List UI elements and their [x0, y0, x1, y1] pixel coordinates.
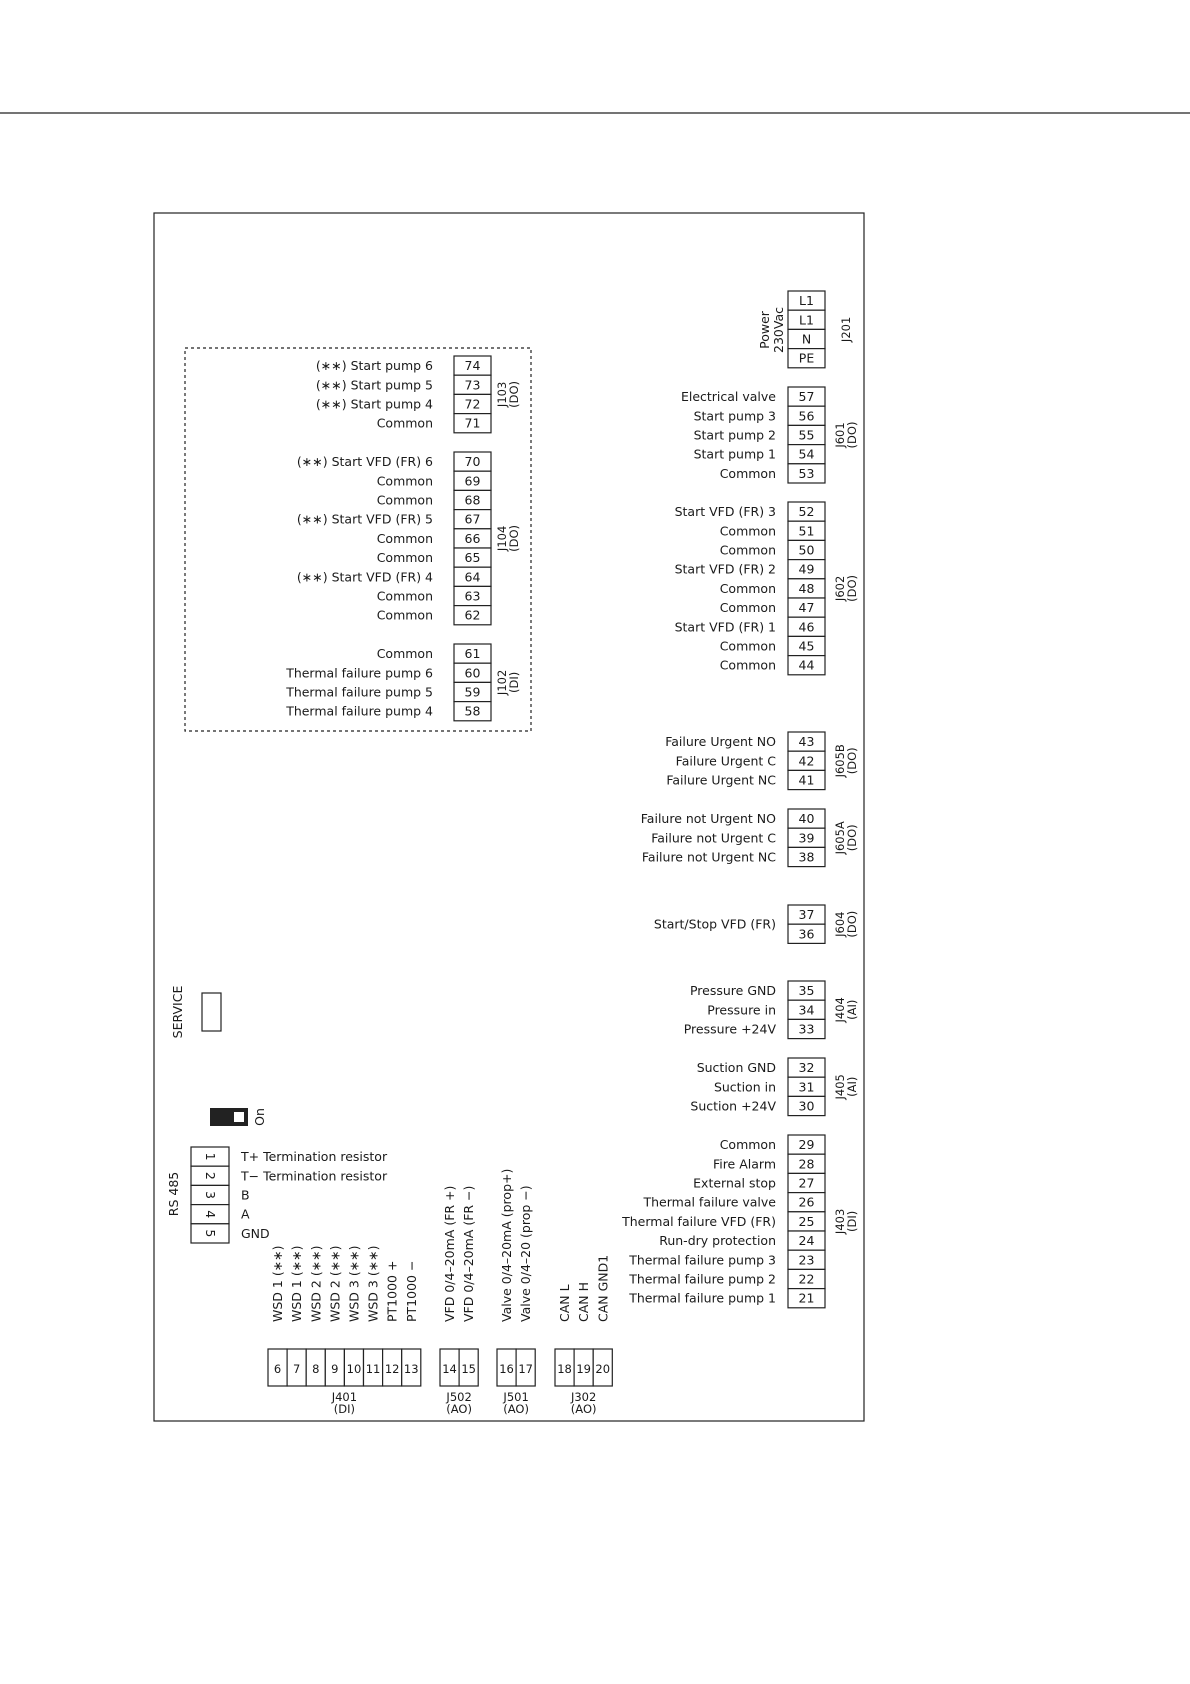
terminal-number: 66	[464, 530, 481, 546]
terminal-number: 70	[464, 454, 481, 470]
terminal-label: Start VFD (FR) 3	[674, 504, 776, 520]
terminal-number: 54	[798, 446, 815, 462]
terminal-label: (∗∗) Start pump 5	[315, 377, 433, 393]
terminal-label: Common	[376, 492, 433, 508]
terminal-label: CAN H	[576, 1281, 592, 1322]
terminal-label: Run-dry protection	[659, 1233, 776, 1249]
terminal-number: 59	[464, 684, 481, 700]
terminal-label: Thermal failure pump 3	[629, 1252, 776, 1268]
connector-id	[833, 1209, 859, 1235]
terminal-number: 61	[464, 646, 481, 662]
connector-name: J602	[833, 575, 847, 602]
connector-type: (DO)	[845, 421, 859, 449]
connector-name: J605B	[833, 744, 847, 778]
connector-name: J401	[331, 1390, 358, 1404]
right-j201	[788, 291, 853, 368]
terminal-number: 9	[331, 1362, 339, 1376]
connector-id	[833, 744, 859, 778]
terminal-label: Pressure in	[707, 1002, 776, 1018]
terminal-number: 16	[499, 1362, 514, 1376]
rs485-pin-number: 3	[203, 1191, 218, 1199]
terminal-label: Valve 0/4–20 (prop −)	[518, 1185, 534, 1322]
connector-type: (DO)	[845, 910, 859, 938]
terminal-number: 26	[798, 1194, 815, 1210]
connector-id	[833, 997, 859, 1023]
terminal-label: Thermal failure pump 6	[286, 665, 433, 681]
connector-type: (DO)	[845, 574, 859, 602]
right-j605b	[665, 732, 859, 790]
connector-name: J302	[570, 1390, 597, 1404]
connector-name: J104	[495, 525, 509, 552]
terminal-number: 67	[464, 511, 481, 527]
left-j102	[285, 644, 521, 721]
right-j405	[690, 1058, 859, 1116]
connector-type: (AO)	[503, 1402, 529, 1416]
terminal-number: 51	[798, 523, 815, 539]
power-label	[757, 307, 786, 353]
service-button[interactable]	[202, 993, 221, 1031]
right-terminal-area	[621, 291, 859, 1308]
terminal-number: 22	[798, 1271, 815, 1287]
power-voltage-text: 230Vac	[771, 307, 786, 353]
rs485-pin-label: T+ Termination resistor	[241, 1149, 388, 1165]
terminal-label: (∗∗) Start pump 4	[315, 396, 433, 412]
rs485-pin-number: 2	[203, 1171, 218, 1180]
terminal-label: Failure Urgent C	[675, 753, 776, 769]
terminal-number: 14	[442, 1362, 457, 1376]
terminal-label: Common	[719, 638, 776, 654]
connector-id	[833, 575, 859, 602]
terminal-label: Common	[719, 600, 776, 616]
connector-name: J403	[833, 1208, 847, 1235]
terminal-label: Common	[376, 607, 433, 623]
terminal-number: 50	[798, 542, 815, 558]
rs485-pin-label: GND	[241, 1225, 270, 1241]
dip-switch-label: On	[252, 1108, 267, 1126]
bottom-j502	[440, 1186, 478, 1416]
connector-type: (AI)	[845, 1076, 859, 1097]
terminal-number: 60	[464, 665, 481, 681]
terminal-label: External stop	[693, 1175, 776, 1191]
connector-type: (DI)	[333, 1402, 356, 1416]
terminal-label: Common	[376, 550, 433, 566]
terminal-number: 6	[273, 1362, 282, 1376]
terminal-number: 7	[292, 1362, 301, 1376]
terminal-label: Failure Urgent NO	[665, 734, 776, 750]
terminal-number: 42	[798, 753, 815, 769]
terminal-label: Thermal failure pump 5	[286, 684, 433, 700]
service-label: SERVICE	[170, 985, 185, 1039]
rs485-pin-number: 1	[203, 1152, 218, 1161]
connector-id	[495, 381, 521, 408]
connector-name: J201	[839, 316, 853, 343]
terminal-number: 69	[464, 473, 481, 489]
terminal-label: Valve 0/4–20mA (prop+)	[499, 1168, 515, 1322]
terminal-label: Fire Alarm	[712, 1156, 776, 1172]
connector-id	[833, 911, 859, 938]
rs485-pin-label: T− Termination resistor	[241, 1168, 388, 1184]
terminal-label: Common	[719, 523, 776, 539]
terminal-number: 73	[464, 377, 481, 393]
rs485-pin-label: B	[241, 1187, 250, 1203]
connector-id	[833, 422, 859, 449]
terminal-label: Thermal failure pump 1	[629, 1290, 776, 1306]
connector-id	[833, 821, 859, 855]
terminal-label: WSD 2 (∗∗)	[327, 1245, 343, 1322]
terminal-label: Common	[376, 530, 433, 546]
terminal-number: 72	[464, 396, 481, 412]
terminal-label: Suction GND	[696, 1060, 776, 1076]
connector-name: J502	[446, 1390, 472, 1404]
terminal-label: WSD 1 (∗∗)	[270, 1245, 286, 1322]
terminal-number: 33	[798, 1021, 815, 1037]
left-terminal-area	[285, 356, 521, 721]
terminal-number: 56	[798, 408, 815, 424]
bottom-j501	[497, 1169, 535, 1416]
terminal-number: 41	[798, 772, 815, 788]
connector-name: J405	[833, 1074, 847, 1100]
bottom-j302	[555, 1255, 612, 1416]
terminal-number: 36	[798, 926, 815, 942]
connector-id	[839, 317, 853, 343]
terminal-label: Thermal failure VFD (FR)	[622, 1213, 776, 1229]
connector-name: J604	[833, 911, 847, 937]
terminal-number: 25	[798, 1213, 815, 1229]
terminal-label: WSD 2 (∗∗)	[308, 1245, 324, 1322]
terminal-number: 44	[798, 657, 815, 673]
terminal-number: 58	[464, 703, 481, 719]
rs485-label: RS 485	[166, 1171, 181, 1217]
group-label: Start/Stop VFD (FR)	[653, 916, 776, 932]
terminal-number: 46	[798, 619, 815, 635]
terminal-number: 23	[798, 1252, 815, 1268]
connector-name: J404	[833, 997, 847, 1023]
terminal-number: 30	[798, 1098, 815, 1114]
terminal-label: Common	[719, 542, 776, 558]
terminal-label: (∗∗) Start VFD (FR) 6	[296, 454, 433, 470]
connector-name: J605A	[833, 821, 847, 855]
terminal-label: Start VFD (FR) 1	[674, 619, 776, 635]
terminal-label: Common	[719, 580, 776, 596]
terminal-number: 52	[798, 504, 815, 520]
terminal-label: Suction in	[713, 1079, 776, 1095]
terminal-label: WSD 3 (∗∗)	[346, 1245, 362, 1322]
terminal-label: Common	[719, 465, 776, 481]
terminal-number: 35	[798, 983, 815, 999]
rs485-pin-number: 5	[203, 1229, 218, 1238]
power-label-text: Power	[757, 311, 772, 349]
terminal-number: 8	[312, 1362, 320, 1376]
terminal-label: Start pump 2	[693, 427, 776, 443]
terminal-number: 27	[798, 1175, 815, 1191]
terminal-number: 62	[464, 607, 481, 623]
terminal-number: 55	[798, 427, 815, 443]
terminal-label: Common	[719, 657, 776, 673]
terminal-number: 63	[464, 588, 481, 604]
terminal-number: 20	[595, 1362, 611, 1376]
terminal-number: 18	[557, 1362, 572, 1376]
bottom-j401	[268, 1245, 421, 1416]
terminal-number: 45	[798, 638, 815, 654]
terminal-number: 13	[403, 1362, 419, 1376]
right-j605a	[641, 809, 859, 867]
connector-type: (AO)	[446, 1402, 472, 1416]
terminal-number: 48	[798, 580, 815, 596]
terminal-number: L1	[799, 293, 814, 309]
connector-name: J102	[495, 669, 509, 696]
terminal-number: 24	[798, 1233, 815, 1249]
connector-type: (DI)	[507, 671, 521, 694]
terminal-number: 64	[464, 569, 481, 585]
connector-id	[495, 670, 521, 696]
bottom-terminal-area	[268, 1169, 612, 1416]
terminal-label: PT1000 −	[403, 1260, 419, 1322]
terminal-label: VFD 0/4–20mA (FR +)	[442, 1185, 458, 1322]
right-j404	[684, 981, 859, 1039]
terminal-number: 37	[798, 907, 815, 923]
terminal-label: PT1000 +	[384, 1260, 400, 1322]
terminal-number: 21	[798, 1290, 815, 1306]
terminal-number: 43	[798, 734, 815, 750]
terminal-number: 17	[518, 1362, 533, 1376]
connector-type: (DO)	[845, 747, 859, 775]
terminal-label: WSD 1 (∗∗)	[289, 1245, 305, 1322]
terminal-label: CAN GND1	[595, 1254, 611, 1322]
terminal-label: Thermal failure pump 2	[629, 1271, 776, 1287]
terminal-number: 39	[798, 830, 815, 846]
terminal-label: (∗∗) Start pump 6	[315, 358, 433, 374]
terminal-number: L1	[799, 312, 814, 328]
terminal-label: Common	[376, 473, 433, 489]
connector-name: J601	[833, 422, 847, 448]
rs485-pin-number: 4	[203, 1210, 218, 1219]
terminal-number: 12	[384, 1362, 400, 1376]
terminal-label: Common	[719, 1137, 776, 1153]
terminal-number: 10	[346, 1362, 362, 1376]
terminal-label: Failure not Urgent NO	[640, 811, 776, 827]
terminal-label: Common	[376, 588, 433, 604]
terminal-label: Thermal failure pump 4	[286, 703, 433, 719]
connector-name: J103	[495, 381, 509, 408]
terminal-label: Pressure GND	[689, 983, 776, 999]
terminal-label: Failure not Urgent NC	[641, 849, 776, 865]
terminal-number: PE	[798, 350, 815, 366]
terminal-label: Start VFD (FR) 2	[674, 561, 776, 577]
connector-type: (AI)	[845, 999, 859, 1020]
connector-type: (DI)	[845, 1210, 859, 1233]
left-j104	[297, 452, 521, 625]
terminal-number: 49	[798, 561, 815, 577]
right-j601	[681, 387, 859, 483]
right-j604	[654, 905, 859, 943]
terminal-label: CAN L	[557, 1284, 573, 1322]
terminal-number: 19	[576, 1362, 591, 1376]
connector-type: (AO)	[570, 1402, 597, 1416]
terminal-number: 31	[798, 1079, 815, 1095]
left-j103	[316, 356, 521, 433]
connector-name: J501	[503, 1390, 529, 1404]
terminal-number: 38	[798, 849, 815, 865]
terminal-number: 34	[798, 1002, 815, 1018]
terminal-number: 57	[798, 389, 815, 405]
connector-type: (DO)	[507, 524, 521, 552]
terminal-label: WSD 3 (∗∗)	[365, 1245, 381, 1322]
terminal-label: Thermal failure valve	[643, 1194, 776, 1210]
terminal-label: Common	[376, 415, 433, 431]
terminal-number: 71	[464, 415, 481, 431]
terminal-number: N	[801, 331, 812, 347]
rs485-pin-label: A	[241, 1206, 250, 1222]
terminal-number: 65	[464, 550, 481, 566]
terminal-number: 53	[798, 465, 815, 481]
terminal-label: Pressure +24V	[683, 1021, 776, 1037]
terminal-number: 11	[365, 1362, 381, 1376]
terminal-label: Electrical valve	[680, 389, 776, 405]
terminal-number: 29	[798, 1137, 815, 1153]
terminal-label: Failure Urgent NC	[666, 772, 776, 788]
right-j602	[675, 502, 859, 675]
terminal-number: 47	[798, 600, 815, 616]
terminal-label: Start pump 3	[693, 408, 776, 424]
terminal-number: 68	[464, 492, 481, 508]
connector-type: (DO)	[507, 380, 521, 408]
terminal-label: Start pump 1	[693, 446, 776, 462]
terminal-label: Failure not Urgent C	[651, 830, 776, 846]
terminal-label: (∗∗) Start VFD (FR) 5	[296, 511, 433, 527]
terminal-number: 15	[461, 1362, 476, 1376]
terminal-label: (∗∗) Start VFD (FR) 4	[296, 569, 433, 585]
rs485-connector	[191, 1147, 388, 1243]
terminal-label: Common	[376, 646, 433, 662]
terminal-label: VFD 0/4–20mA (FR −)	[461, 1185, 477, 1322]
right-j403	[621, 1135, 859, 1308]
terminal-number: 40	[798, 811, 815, 827]
connector-id	[833, 1074, 859, 1100]
connector-id	[495, 525, 521, 552]
connector-type: (DO)	[845, 824, 859, 852]
terminal-number: 74	[464, 358, 481, 374]
dip-switch[interactable]	[210, 1108, 248, 1126]
terminal-number: 28	[798, 1156, 815, 1172]
terminal-number: 32	[798, 1060, 815, 1076]
terminal-label: Suction +24V	[690, 1098, 776, 1114]
